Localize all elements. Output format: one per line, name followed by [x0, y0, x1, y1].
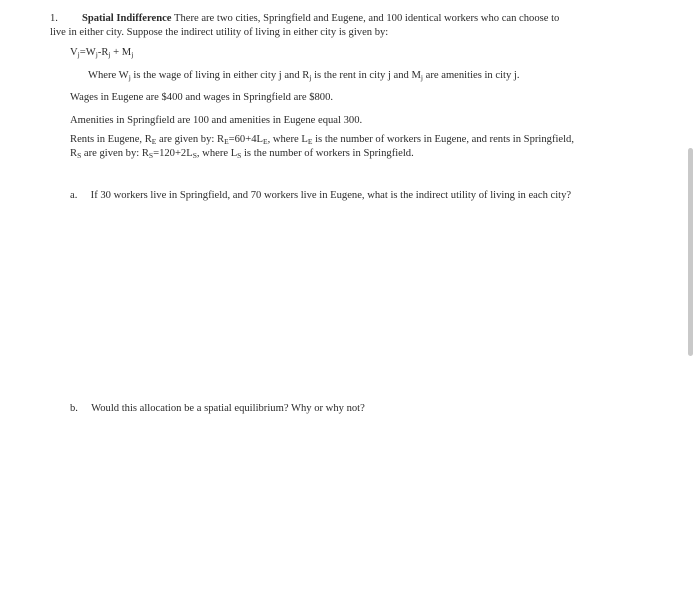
- variable-definitions: Where $W_j$ is the wage of living in either city j and $R_j$ is the rent in city j and $M_j$ are amenities in city j.: [88, 70, 520, 82]
- rents-statement-line-2: $R_S$ are given by: $R_S=120+2L_S$, where $L_S$ is the number of workers in Springfield.: [70, 148, 414, 160]
- intro-line-2: live in either city. Suppose the indirect utility of living in either city is given by:: [50, 27, 389, 38]
- question-b-label: b.: [70, 403, 78, 414]
- question-a-label: a.: [70, 190, 78, 201]
- problem-title: Spatial Indifference: [81, 13, 172, 24]
- question-b-text: Would this allocation be a spatial equilibrium? Why or why not?: [91, 403, 365, 414]
- question-b: [70, 402, 365, 416]
- vertical-scrollbar[interactable]: [688, 148, 693, 356]
- question-a-text: If 30 workers live in Springfield, and 70 workers live in Eugene, what is the indirect utility of living in each city?: [90, 190, 572, 201]
- rents-statement-line-1: Rents in Eugene, $R_E$ are given by: $R_E=60+4L_E$, where $L_E$ is the number of workers in Eugene, and rents in Springfield,: [70, 134, 575, 146]
- problem-number: 1.: [50, 13, 58, 24]
- utility-formula: $V_j=W_j-R_j + M_j$: [70, 47, 134, 59]
- question-a: [70, 189, 571, 203]
- intro-line-1: There are two cities, Springfield and Eugene, and 100 identical workers who can choose to: [173, 13, 560, 24]
- amenities-statement: Amenities in Springfield are 100 and amenities in Eugene equal 300.: [70, 115, 363, 126]
- problem-heading: [50, 12, 559, 26]
- wages-statement: Wages in Eugene are $400 and wages in Springfield are $800.: [70, 92, 334, 103]
